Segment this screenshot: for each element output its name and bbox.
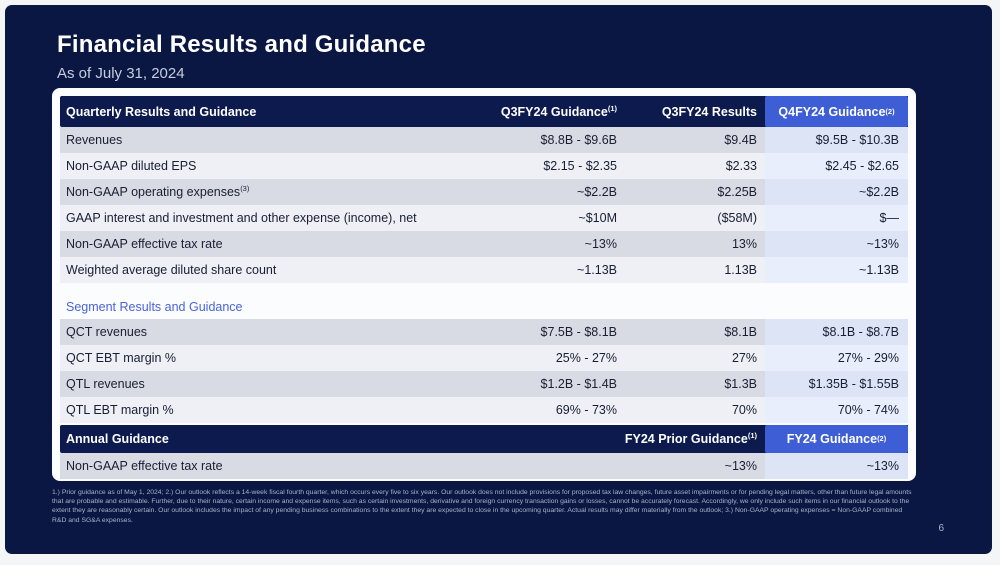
q3-guidance-value: ~13% xyxy=(584,237,617,251)
row-label: Revenues xyxy=(66,133,123,147)
table-row-qct-revenues xyxy=(60,319,908,345)
q4-guidance-value: ~$2.2B xyxy=(765,179,908,205)
q4-guidance-value: $— xyxy=(765,205,908,231)
q3-results-value: 27% xyxy=(731,351,757,365)
table-row-qtl-revenues xyxy=(60,371,908,397)
q3-guidance-value: $1.2B - $1.4B xyxy=(540,377,617,391)
slide-background xyxy=(5,5,992,554)
q4-guidance-value: 70% - 74% xyxy=(765,397,908,423)
footnote-ref-3: (3) xyxy=(240,183,250,193)
row-label: QCT revenues xyxy=(66,325,148,339)
title-block xyxy=(57,31,426,82)
annual-header-row xyxy=(60,425,908,453)
q3-results-value: ($58M) xyxy=(717,211,757,225)
footnote-ref-1: (1) xyxy=(607,103,617,113)
col-header-fy24-guidance: FY24 Guidance (2) xyxy=(765,425,908,453)
row-label: Non-GAAP effective tax rate xyxy=(66,237,223,251)
table-row-revenues xyxy=(60,127,908,153)
q3-results-value: $2.33 xyxy=(725,159,757,173)
q3-results-value: $9.4B xyxy=(724,133,757,147)
q4-guidance-value: ~13% xyxy=(765,231,908,257)
row-label: Non-GAAP operating expenses$^{(3)}$ xyxy=(66,183,250,199)
col-header-q3-guidance: Q3FY24 Guidance$^{(1)}$ xyxy=(500,103,617,119)
table-row-qct-ebt-margin xyxy=(60,345,908,371)
q3-guidance-value: ~$10M xyxy=(578,211,617,225)
q4-guidance-value: ~1.13B xyxy=(765,257,908,283)
q3-guidance-value: ~1.13B xyxy=(577,263,617,277)
table-row-operating-expenses xyxy=(60,179,908,205)
table-row-qtl-ebt-margin xyxy=(60,397,908,423)
q3-results-value: $8.1B xyxy=(724,325,757,339)
q3-guidance-value: $7.5B - $8.1B xyxy=(540,325,617,339)
row-label: Non-GAAP diluted EPS xyxy=(66,159,197,173)
q3-results-value: 13% xyxy=(731,237,757,251)
quarterly-header-row xyxy=(60,96,908,127)
table-row-annual-tax-rate xyxy=(60,453,908,479)
fy24-guidance-value: ~13% xyxy=(765,453,908,479)
results-table-card xyxy=(52,88,916,481)
annual-header-label: Annual Guidance xyxy=(66,432,169,446)
row-label: Non-GAAP effective tax rate xyxy=(66,459,223,473)
q4-guidance-value: 27% - 29% xyxy=(765,345,908,371)
table-row-gaap-interest xyxy=(60,205,908,231)
row-label: QTL EBT margin % xyxy=(66,403,174,417)
q3-results-value: 70% xyxy=(731,403,757,417)
q4-guidance-value: $1.35B - $1.55B xyxy=(765,371,908,397)
q4-guidance-value: $2.45 - $2.65 xyxy=(765,153,908,179)
row-label: QCT EBT margin % xyxy=(66,351,176,365)
q3-results-value: $2.25B xyxy=(717,185,757,199)
section-spacer xyxy=(60,283,908,291)
page-number: 6 xyxy=(938,523,944,534)
q3-guidance-value: ~$2.2B xyxy=(577,185,617,199)
footnote-text: 1.) Prior guidance as of May 1, 2024; 2.) Our outlook reflects a 14-week fiscal fourth quarter, which occurs every five to six years. Our outlook does not include provisions for proposed tax law changes, future asset impairments or for pending legal matters, other than future legal amounts that are probable and estimable. Further, due to their nature, certain income and expense items, such as certain investments, derivative and foreign currency transaction gains or losses, cannot be accurately forecast. Accordingly, we only include such items in our financial outlook to the extent they are reasonably certain. Our outlook includes the impact of any pending business combinations to the extent they are expected to close in the upcoming quarter. Actual results may differ materially from the outlook; 3.) Non-GAAP operating expenses = Non-GAAP combined R&D and SG&A expenses. xyxy=(52,489,912,524)
q3-results-value: 1.13B xyxy=(724,263,757,277)
page-subtitle: As of July 31, 2024 xyxy=(57,65,185,82)
q3-guidance-value: $2.15 - $2.35 xyxy=(543,159,617,173)
q4-guidance-value: $9.5B - $10.3B xyxy=(765,127,908,153)
segment-section-header xyxy=(60,295,908,319)
table-row-share-count xyxy=(60,257,908,283)
q3-guidance-value: 69% - 73% xyxy=(555,403,617,417)
row-label: QTL revenues xyxy=(66,377,145,391)
segment-section-label: Segment Results and Guidance xyxy=(66,300,243,314)
q3-guidance-value: 25% - 27% xyxy=(555,351,617,365)
col-header-fy24-prior-guidance: FY24 Prior Guidance$^{(1)}$ xyxy=(624,430,757,446)
row-label: Weighted average diluted share count xyxy=(66,263,277,277)
q3-guidance-value: $8.8B - $9.6B xyxy=(540,133,617,147)
table-row-tax-rate xyxy=(60,231,908,257)
table-row-non-gaap-eps xyxy=(60,153,908,179)
q3-results-value: $1.3B xyxy=(724,377,757,391)
quarterly-header-label: Quarterly Results and Guidance xyxy=(66,104,257,119)
footnote-ref-1: (1) xyxy=(747,430,757,440)
col-header-q3-results: Q3FY24 Results xyxy=(661,104,757,119)
col-header-q4-guidance: Q4FY24 Guidance (2) xyxy=(765,96,908,127)
row-label: GAAP interest and investment and other expense (income), net xyxy=(66,211,417,225)
page-title: Financial Results and Guidance xyxy=(57,31,426,58)
q4-guidance-value: $8.1B - $8.7B xyxy=(765,319,908,345)
fy24-prior-guidance-value: ~13% xyxy=(724,459,757,473)
